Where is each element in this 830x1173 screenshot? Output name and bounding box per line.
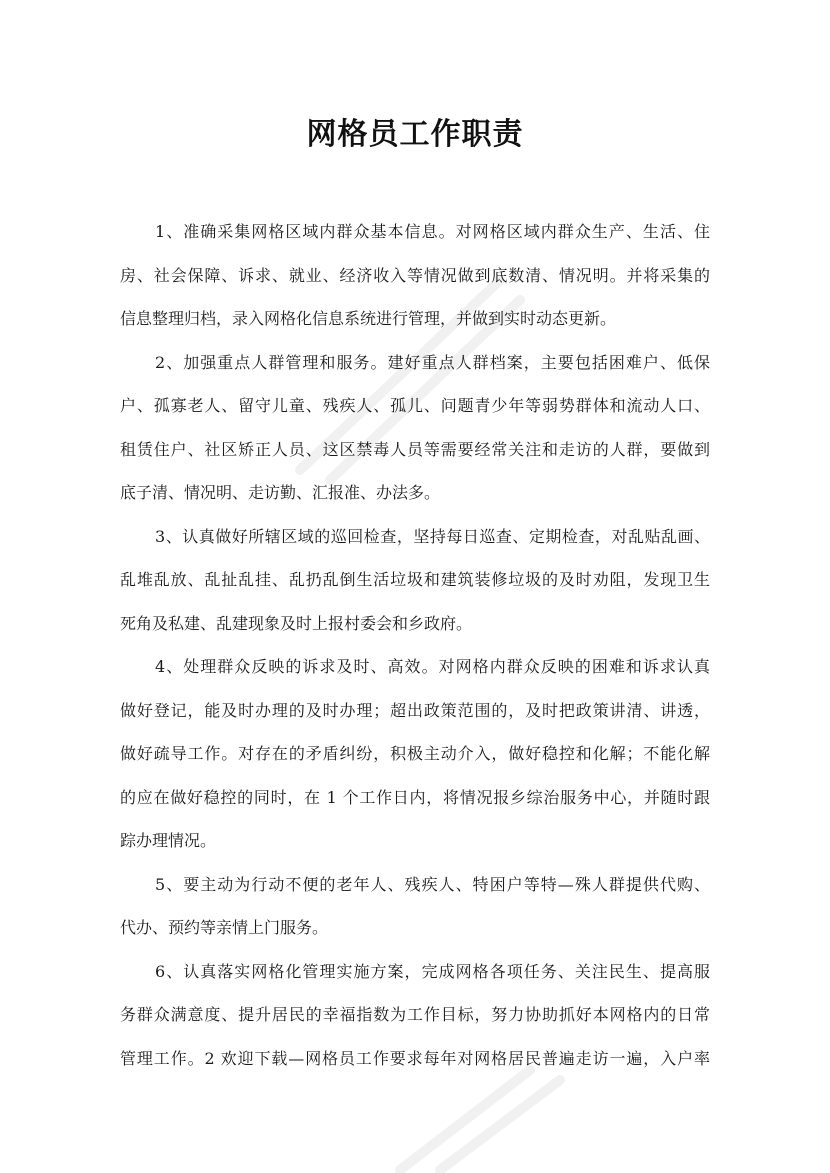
text-line: 死角及私建、乱建现象及时上报村委会和乡政府。 xyxy=(120,613,473,633)
text-line: 乱堆乱放、乱扯乱挂、乱扔乱倒生活垃圾和建筑装修垃圾的及时劝阻，发现卫生 xyxy=(120,570,710,589)
document-title: 网格员工作职责 xyxy=(306,117,524,152)
text-line: 2、加强重点人群管理和服务。建好重点人群档案，主要包括困难户、低保 xyxy=(155,352,710,372)
text-line: 1、准确采集网格区域内群众基本信息。对网格区域内群众生产、生活、住 xyxy=(155,222,710,241)
text-line: 底子清、情况明、走访勤、汇报准、办法多。 xyxy=(120,483,441,502)
text-line: 的应在做好稳控的同时，在 1 个工作日内，将情况报乡综治服务中心，并随时跟 xyxy=(120,787,710,807)
text-line: 代办、预约等亲情上门服务。 xyxy=(120,918,329,937)
paragraph-3 xyxy=(120,515,710,646)
text-line: 管理工作。2 欢迎下载—网格员工作要求每年对网格居民普遍走访一遍，入户率 xyxy=(120,1048,710,1068)
text-line: 踪办理情况。 xyxy=(120,831,217,850)
text-line: 房、社会保障、诉求、就业、经济收入等情况做到底数清、情况明。并将采集的 xyxy=(120,265,710,285)
paragraph-4 xyxy=(120,645,710,863)
text-line: 6、认真落实网格化管理实施方案，完成网格各项任务、关注民生、提高服 xyxy=(155,961,710,981)
document-body xyxy=(120,210,710,1080)
paragraph-1 xyxy=(120,210,710,341)
text-line: 3、认真做好所辖区域的巡回检查，坚持每日巡查、定期检查，对乱贴乱画、 xyxy=(155,526,710,546)
text-line: 做好登记，能及时办理的及时办理；超出政策范围的，及时把政策讲清、讲透， xyxy=(120,700,710,720)
paragraph-6 xyxy=(120,950,710,1081)
text-line: 信息整理归档，录入网格化信息系统进行管理，并做到实时动态更新。 xyxy=(120,309,617,328)
text-line: 4、处理群众反映的诉求及时、高效。对网格内群众反映的困难和诉求认真 xyxy=(155,657,710,676)
paragraph-2 xyxy=(120,341,710,515)
text-line: 租赁住户、社区矫正人员、这区禁毒人员等需要经常关注和走访的人群，要做到 xyxy=(120,439,710,459)
text-line: 做好疏导工作。对存在的矛盾纠纷，积极主动介入，做好稳控和化解；不能化解 xyxy=(120,744,710,763)
paragraph-5 xyxy=(120,863,710,950)
text-line: 务群众满意度、提升居民的幸福指数为工作目标，努力协助抓好本网格内的日常 xyxy=(120,1005,710,1024)
text-line: 5、要主动为行动不便的老年人、残疾人、特困户等特—殊人群提供代购、 xyxy=(155,874,710,894)
text-line: 户、孤寡老人、留守儿童、残疾人、孤儿、问题青少年等弱势群体和流动人口、 xyxy=(120,396,710,415)
